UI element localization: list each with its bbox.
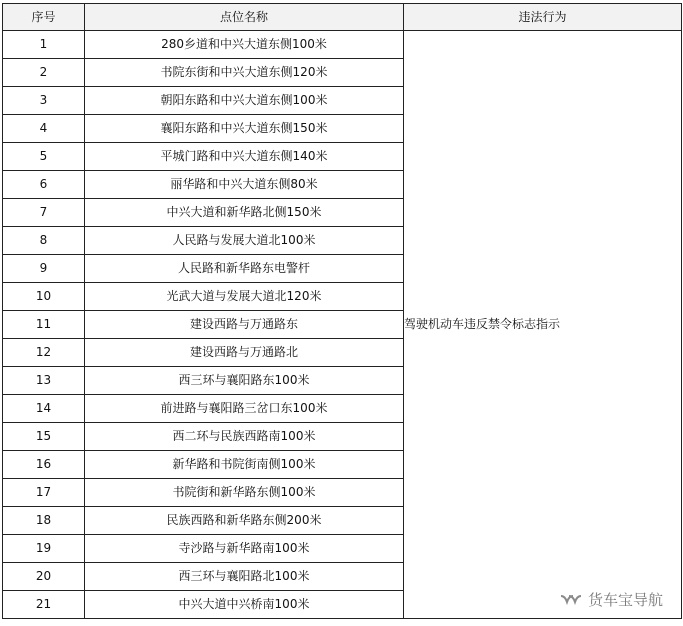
row-location: 平城门路和中兴大道东侧140米 [85,143,404,171]
header-number: 序号 [3,4,85,31]
row-location: 中兴大道和新华路北侧150米 [85,199,404,227]
row-number: 7 [3,199,85,227]
row-number: 10 [3,283,85,311]
row-location: 280乡道和中兴大道东侧100米 [85,31,404,59]
row-location: 襄阳东路和中兴大道东侧150米 [85,115,404,143]
row-location: 西二环与民族西路南100米 [85,423,404,451]
violation-points-table [2,3,682,619]
row-location: 丽华路和中兴大道东侧80米 [85,171,404,199]
watermark [559,589,663,610]
row-number: 12 [3,339,85,367]
row-location: 光武大道与发展大道北120米 [85,283,404,311]
row-number: 14 [3,395,85,423]
row-number: 17 [3,479,85,507]
row-location: 人民路和新华路东电警杆 [85,255,404,283]
row-location: 西三环与襄阳路北100米 [85,563,404,591]
row-location: 书院街和新华路东侧100米 [85,479,404,507]
table-body [3,31,682,619]
row-number: 11 [3,311,85,339]
row-number: 20 [3,563,85,591]
watermark-text: 货车宝导航 [587,591,663,609]
row-number: 18 [3,507,85,535]
row-location: 人民路与发展大道北100米 [85,227,404,255]
row-location: 民族西路和新华路东侧200米 [85,507,404,535]
row-number: 1 [3,31,85,59]
violation-cell: 驾驶机动车违反禁令标志指示 [404,31,682,619]
row-number: 13 [3,367,85,395]
row-number: 6 [3,171,85,199]
row-location: 寺沙路与新华路南100米 [85,535,404,563]
row-location: 朝阳东路和中兴大道东侧100米 [85,87,404,115]
row-number: 16 [3,451,85,479]
row-number: 15 [3,423,85,451]
row-location: 书院东街和中兴大道东侧120米 [85,59,404,87]
header-location: 点位名称 [85,4,404,31]
row-number: 9 [3,255,85,283]
table-row [3,31,682,59]
header-violation: 违法行为 [404,4,682,31]
row-location: 西三环与襄阳路东100米 [85,367,404,395]
row-number: 19 [3,535,85,563]
row-location: 中兴大道中兴桥南100米 [85,591,404,619]
row-number: 4 [3,115,85,143]
row-location: 建设西路与万通路东 [85,311,404,339]
row-number: 8 [3,227,85,255]
row-location: 前进路与襄阳路三岔口东100米 [85,395,404,423]
row-location: 建设西路与万通路北 [85,339,404,367]
row-location: 新华路和书院街南侧100米 [85,451,404,479]
row-number: 5 [3,143,85,171]
row-number: 3 [3,87,85,115]
row-number: 21 [3,591,85,619]
header-row [3,4,682,31]
wechat-channel-icon [559,590,583,610]
row-number: 2 [3,59,85,87]
